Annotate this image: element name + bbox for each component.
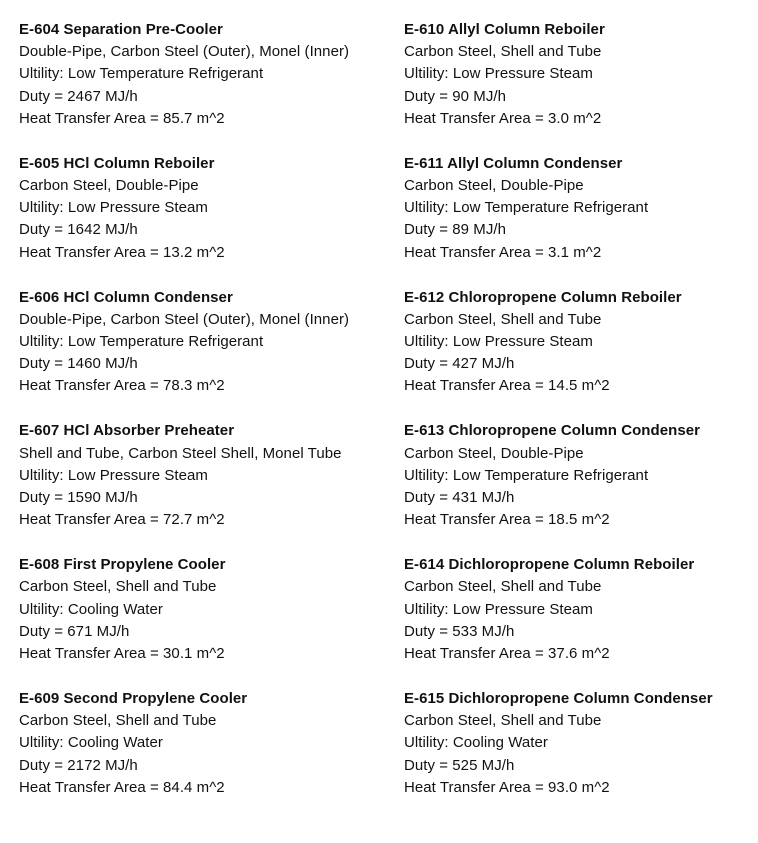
equipment-duty: Duty = 2172 MJ/h bbox=[19, 756, 138, 774]
equipment-title: E-606 HCl Column Condenser bbox=[19, 288, 233, 306]
equipment-block-e615 bbox=[404, 688, 758, 822]
equipment-title: E-607 HCl Absorber Preheater bbox=[19, 422, 235, 440]
equipment-area: Heat Transfer Area = 93.0 m^2 bbox=[404, 778, 610, 796]
equipment-block-e604 bbox=[19, 19, 389, 153]
right-column bbox=[404, 19, 758, 822]
equipment-duty: Duty = 90 MJ/h bbox=[404, 87, 506, 105]
equipment-duty: Duty = 671 MJ/h bbox=[19, 622, 130, 640]
equipment-block-e609 bbox=[19, 688, 389, 822]
equipment-utility: Ultility: Low Pressure Steam bbox=[19, 199, 208, 217]
equipment-utility: Ultility: Cooling Water bbox=[19, 734, 163, 752]
equipment-area: Heat Transfer Area = 13.2 m^2 bbox=[19, 243, 225, 261]
equipment-material: Carbon Steel, Shell and Tube bbox=[404, 712, 602, 730]
equipment-material: Carbon Steel, Shell and Tube bbox=[19, 712, 217, 730]
equipment-utility: Ultility: Low Temperature Refrigerant bbox=[404, 466, 649, 484]
equipment-title: E-609 Second Propylene Cooler bbox=[19, 689, 248, 707]
equipment-utility: Ultility: Low Pressure Steam bbox=[404, 65, 593, 83]
equipment-utility: Ultility: Low Pressure Steam bbox=[19, 466, 208, 484]
equipment-area: Heat Transfer Area = 14.5 m^2 bbox=[404, 377, 610, 395]
equipment-utility: Ultility: Low Pressure Steam bbox=[404, 332, 593, 350]
equipment-title: E-614 Dichloropropene Column Reboiler bbox=[404, 556, 695, 574]
equipment-duty: Duty = 89 MJ/h bbox=[404, 221, 506, 239]
equipment-duty: Duty = 2467 MJ/h bbox=[19, 87, 138, 105]
equipment-duty: Duty = 525 MJ/h bbox=[404, 756, 515, 774]
equipment-title: E-613 Chloropropene Column Condenser bbox=[404, 422, 700, 440]
equipment-area: Heat Transfer Area = 37.6 m^2 bbox=[404, 644, 610, 662]
equipment-utility: Ultility: Low Pressure Steam bbox=[404, 600, 593, 618]
equipment-duty: Duty = 1460 MJ/h bbox=[19, 355, 138, 373]
equipment-material: Shell and Tube, Carbon Steel Shell, Monel Tube bbox=[19, 444, 342, 462]
equipment-material: Double-Pipe, Carbon Steel (Outer), Monel (Inner) bbox=[19, 310, 350, 328]
equipment-duty: Duty = 533 MJ/h bbox=[404, 622, 515, 640]
equipment-title: E-615 Dichloropropene Column Condenser bbox=[404, 689, 713, 707]
equipment-block-e610 bbox=[404, 19, 758, 153]
equipment-material: Carbon Steel, Double-Pipe bbox=[19, 176, 199, 194]
equipment-material: Double-Pipe, Carbon Steel (Outer), Monel (Inner) bbox=[19, 43, 350, 61]
equipment-material: Carbon Steel, Double-Pipe bbox=[404, 176, 584, 194]
equipment-duty: Duty = 427 MJ/h bbox=[404, 355, 515, 373]
equipment-area: Heat Transfer Area = 72.7 m^2 bbox=[19, 511, 225, 529]
equipment-utility: Ultility: Cooling Water bbox=[19, 600, 163, 618]
equipment-material: Carbon Steel, Shell and Tube bbox=[404, 578, 602, 596]
equipment-block-e607 bbox=[19, 420, 389, 554]
equipment-block-e608 bbox=[19, 554, 389, 688]
equipment-material: Carbon Steel, Double-Pipe bbox=[404, 444, 584, 462]
equipment-duty: Duty = 431 MJ/h bbox=[404, 488, 515, 506]
equipment-title: E-608 First Propylene Cooler bbox=[19, 556, 226, 574]
equipment-area: Heat Transfer Area = 3.0 m^2 bbox=[404, 109, 602, 127]
equipment-block-e612 bbox=[404, 287, 758, 421]
equipment-area: Heat Transfer Area = 85.7 m^2 bbox=[19, 109, 225, 127]
equipment-block-e605 bbox=[19, 153, 389, 287]
equipment-title: E-612 Chloropropene Column Reboiler bbox=[404, 288, 682, 306]
equipment-material: Carbon Steel, Shell and Tube bbox=[404, 310, 602, 328]
equipment-title: E-611 Allyl Column Condenser bbox=[404, 154, 623, 172]
equipment-utility: Ultility: Cooling Water bbox=[404, 734, 548, 752]
equipment-block-e611 bbox=[404, 153, 758, 287]
equipment-duty: Duty = 1590 MJ/h bbox=[19, 488, 138, 506]
equipment-utility: Ultility: Low Temperature Refrigerant bbox=[19, 332, 264, 350]
equipment-material: Carbon Steel, Shell and Tube bbox=[404, 43, 602, 61]
left-column bbox=[19, 19, 389, 822]
equipment-block-e614 bbox=[404, 554, 758, 688]
equipment-utility: Ultility: Low Temperature Refrigerant bbox=[19, 65, 264, 83]
equipment-area: Heat Transfer Area = 18.5 m^2 bbox=[404, 511, 610, 529]
equipment-area: Heat Transfer Area = 3.1 m^2 bbox=[404, 243, 602, 261]
equipment-block-e606 bbox=[19, 287, 389, 421]
equipment-area: Heat Transfer Area = 30.1 m^2 bbox=[19, 644, 225, 662]
equipment-area: Heat Transfer Area = 78.3 m^2 bbox=[19, 377, 225, 395]
equipment-title: E-605 HCl Column Reboiler bbox=[19, 154, 215, 172]
equipment-duty: Duty = 1642 MJ/h bbox=[19, 221, 138, 239]
equipment-title: E-610 Allyl Column Reboiler bbox=[404, 21, 605, 38]
equipment-utility: Ultility: Low Temperature Refrigerant bbox=[404, 199, 649, 217]
equipment-title: E-604 Separation Pre-Cooler bbox=[19, 21, 223, 38]
equipment-area: Heat Transfer Area = 84.4 m^2 bbox=[19, 778, 225, 796]
equipment-block-e613 bbox=[404, 420, 758, 554]
equipment-material: Carbon Steel, Shell and Tube bbox=[19, 578, 217, 596]
